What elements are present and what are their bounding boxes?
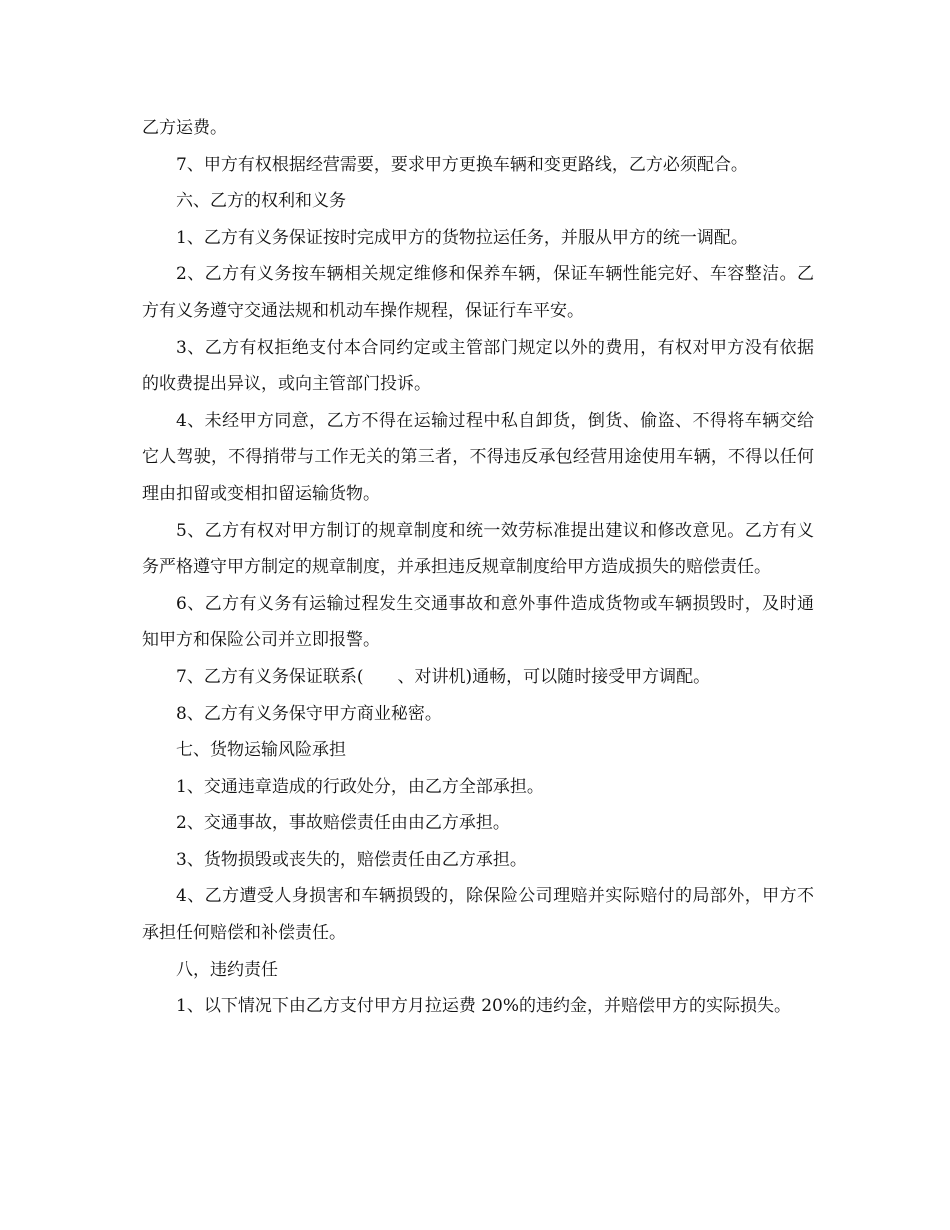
paragraph-clause-6-5: 5、乙方有权对甲方制订的规章制度和统一效劳标准提出建议和修改意见。乙方有义务严格遵守甲方制定的规章制度，并承担违反规章制度给甲方造成损失的赔偿责任。 xyxy=(142,520,814,578)
paragraph-clause-8-1: 1、以下情况下由乙方支付甲方月拉运费 20%的违约金，并赔偿甲方的实际损失。 xyxy=(176,996,792,1017)
paragraph-clause-7-2: 2、交通事故，事故赔偿责任由由乙方承担。 xyxy=(176,813,510,834)
section-heading-6: 六、乙方的权利和义务 xyxy=(176,191,346,212)
paragraph-clause-5-7: 7、甲方有权根据经营需要，要求甲方更换车辆和变更路线，乙方必须配合。 xyxy=(176,154,748,175)
paragraph-clause-6-1: 1、乙方有义务保证按时完成甲方的货物拉运任务，并服从甲方的统一调配。 xyxy=(176,227,748,248)
paragraph-clause-7-3: 3、货物损毁或丧失的，赔偿责任由乙方承担。 xyxy=(176,849,527,870)
paragraph-clause-7-1: 1、交通违章造成的行政处分，由乙方全部承担。 xyxy=(176,776,544,797)
paragraph-clause-6-7: 7、乙方有义务保证联系( 、对讲机)通畅，可以随时接受甲方调配。 xyxy=(176,666,711,687)
paragraph-clause-6-3: 3、乙方有权拒绝支付本合同约定或主管部门规定以外的费用，有权对甲方没有依据的收费提出异议，或向主管部门投诉。 xyxy=(142,337,814,395)
paragraph-clause-6-2: 2、乙方有义务按车辆相关规定维修和保养车辆，保证车辆性能完好、车容整洁。乙方有义务遵守交通法规和机动车操作规程，保证行车平安。 xyxy=(142,264,814,321)
paragraph-clause-6-6: 6、乙方有义务有运输过程发生交通事故和意外事件造成货物或车辆损毁时，及时通知甲方和保险公司并立即报警。 xyxy=(142,593,814,651)
paragraph-continuation: 乙方运费。 xyxy=(142,118,227,138)
document-page xyxy=(142,110,814,1025)
section-heading-7: 七、货物运输风险承担 xyxy=(176,740,346,761)
section-heading-8: 八，违约责任 xyxy=(176,959,278,980)
paragraph-clause-7-4: 4、乙方遭受人身损害和车辆损毁的，除保险公司理赔并实际赔付的局部外，甲方不承担任何赔偿和补偿责任。 xyxy=(142,886,814,944)
paragraph-clause-6-8: 8、乙方有义务保守甲方商业秘密。 xyxy=(176,703,442,724)
paragraph-clause-6-4: 4、未经甲方同意，乙方不得在运输过程中私自卸货，倒货、偷盗、不得将车辆交给它人驾驶，不得捎带与工作无关的第三者，不得违反承包经营用途使用车辆，不得以任何理由扣留或变相扣留运输货物。 xyxy=(142,410,814,504)
